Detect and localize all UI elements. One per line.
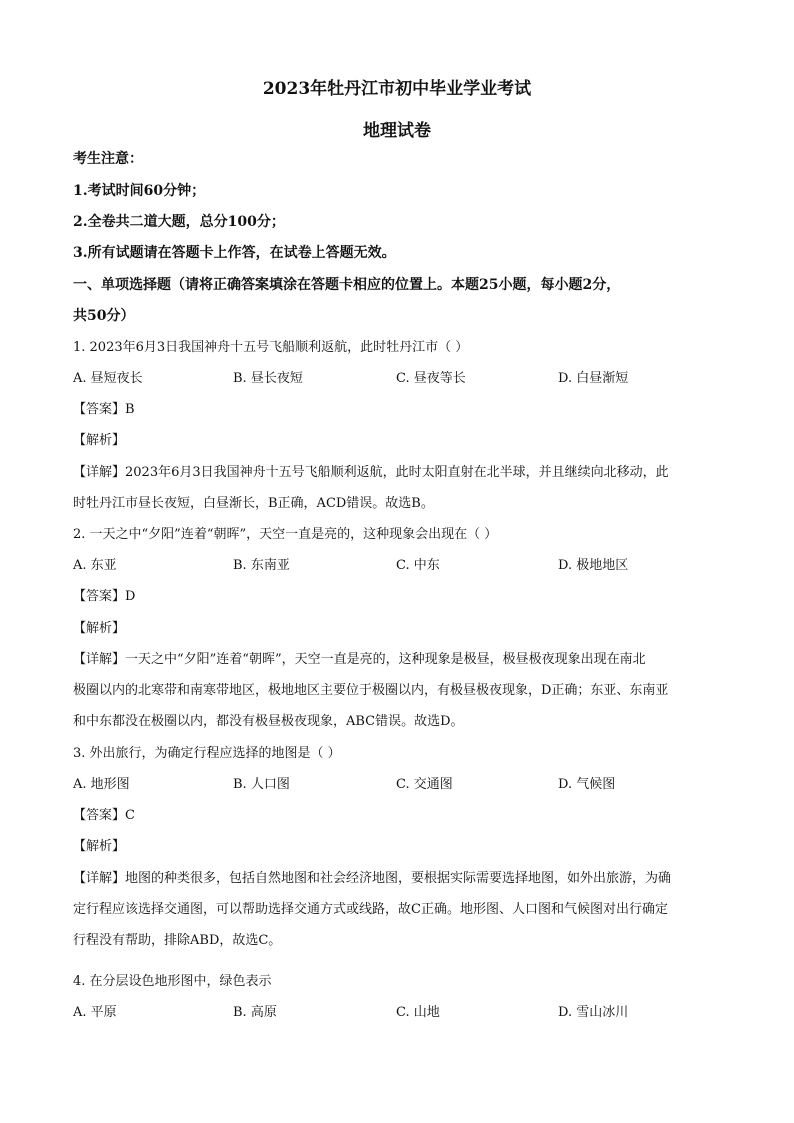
option-a: A. 东亚 [73, 558, 117, 573]
detail-text: 【详解】地图的种类很多，包括自然地图和社会经济地图，要根据实际需要选择地图，如外出旅游，为确 [73, 871, 672, 886]
analysis-label: 【解析】 [73, 433, 126, 448]
option-d: D. 雪山冰川 [558, 1005, 629, 1020]
detail-text: 行程没有帮助，排除ABD，故选C。 [73, 933, 282, 948]
option-d: D. 极地地区 [558, 558, 629, 573]
notice-item: 2.全卷共二道大题，总分100分； [73, 214, 285, 230]
detail-text: 时牡丹江市昼长夜短，白昼渐长，B正确，ACD错误。故选B。 [73, 496, 434, 511]
exam-title: 2023年牡丹江市初中毕业学业考试 [262, 79, 532, 99]
option-b: B. 昼长夜短 [233, 371, 303, 386]
question-stem: 4. 在分层设色地形图中，绿色表示 [73, 974, 272, 989]
detail-text: 定行程应该选择交通图，可以帮助选择交通方式或线路，故C正确。地形图、人口图和气候图对出行确定 [73, 902, 668, 917]
detail-text: 【详解】一天之中“夕阳”连着“朝晖”，天空一直是亮的，这种现象是极昼，极昼极夜现象出现在南北 [73, 652, 646, 667]
section-heading-cont: 共50分） [73, 308, 135, 324]
question-stem: 3. 外出旅行，为确定行程应选择的地图是（ ） [73, 746, 341, 761]
answer-label: 【答案】D [73, 589, 136, 604]
detail-text: 极圈以内的北寒带和南寒带地区，极地地区主要位于极圈以内，有极昼极夜现象，D正确；东亚、东南亚 [73, 683, 669, 698]
question-stem: 1. 2023年6月3日我国神舟十五号飞船顺利返航，此时牡丹江市（ ） [73, 340, 469, 355]
option-a: A. 昼短夜长 [73, 371, 143, 386]
option-c: C. 昼夜等长 [396, 371, 466, 386]
notice-item: 3.所有试题请在答题卡上作答，在试卷上答题无效。 [73, 245, 396, 261]
section-heading: 一、单项选择题（请将正确答案填涂在答题卡相应的位置上。本题25小题，每小题2分， [73, 277, 621, 293]
detail-text: 【详解】2023年6月3日我国神舟十五号飞船顺利返航，此时太阳直射在北半球，并且继续向北移动，此 [73, 465, 669, 480]
answer-label: 【答案】C [73, 808, 135, 823]
detail-text: 和中东都没在极圈以内，都没有极昼极夜现象，ABC错误。故选D。 [73, 714, 464, 729]
option-d: D. 气候图 [558, 777, 616, 792]
option-c: C. 交通图 [396, 777, 453, 792]
option-c: C. 山地 [396, 1005, 440, 1020]
option-a: A. 地形图 [73, 777, 130, 792]
option-b: B. 高原 [233, 1005, 277, 1020]
option-d: D. 白昼渐短 [558, 371, 629, 386]
analysis-label: 【解析】 [73, 621, 126, 636]
option-c: C. 中东 [396, 558, 440, 573]
notice-item: 1.考试时间60分钟； [73, 183, 206, 199]
exam-subtitle: 地理试卷 [363, 121, 431, 141]
notice-heading: 考生注意： [73, 151, 143, 167]
analysis-label: 【解析】 [73, 839, 126, 854]
option-b: B. 东南亚 [233, 558, 290, 573]
option-b: B. 人口图 [233, 777, 290, 792]
option-a: A. 平原 [73, 1005, 117, 1020]
answer-label: 【答案】B [73, 402, 135, 417]
question-stem: 2. 一天之中“夕阳”连着“朝晖”，天空一直是亮的，这种现象会出现在（ ） [73, 527, 498, 542]
